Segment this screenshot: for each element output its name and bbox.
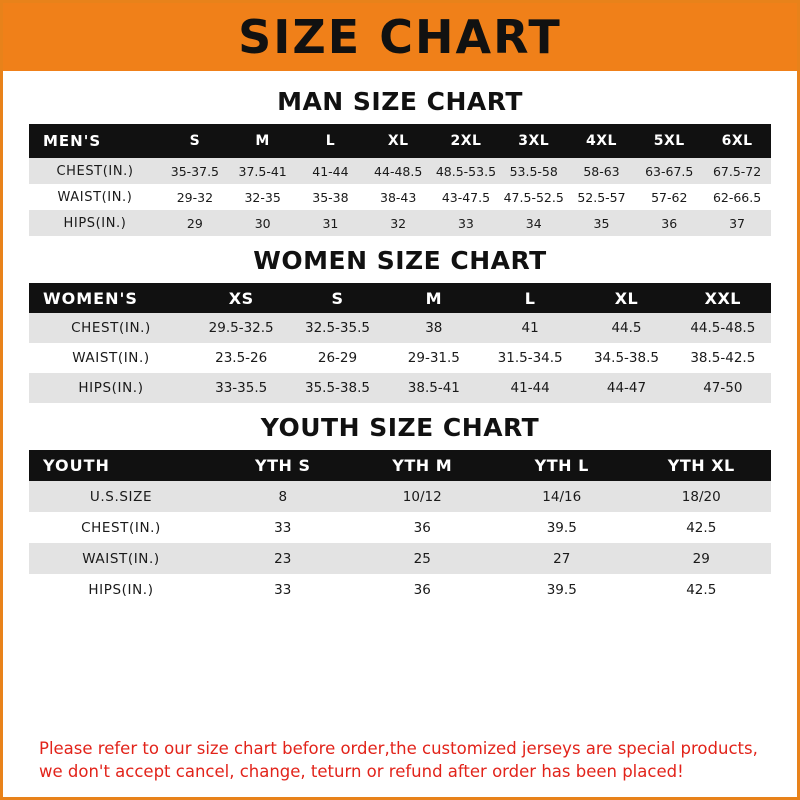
table-row — [29, 158, 771, 184]
cell: 42.5 — [632, 574, 772, 605]
page-title: SIZE CHART — [238, 10, 562, 64]
cell: 34.5-38.5 — [578, 343, 674, 373]
cell: 38.5-42.5 — [675, 343, 771, 373]
table-row — [29, 481, 771, 512]
cell: 47-50 — [675, 373, 771, 403]
cell: 26-29 — [289, 343, 385, 373]
cell: 52.5-57 — [568, 184, 636, 210]
table-row — [29, 543, 771, 574]
footer-line-2: we don't accept cancel, change, teturn or refund after order has been placed! — [39, 761, 684, 781]
man-row-label-hips: HIPS(IN.) — [29, 210, 161, 236]
cell: 35 — [568, 210, 636, 236]
women-row-label-waist: WAIST(IN.) — [29, 343, 193, 373]
cell: 58-63 — [568, 158, 636, 184]
table-row — [29, 574, 771, 605]
cell: 32 — [364, 210, 432, 236]
women-row-label-chest: CHEST(IN.) — [29, 313, 193, 343]
cell: 62-66.5 — [703, 184, 771, 210]
footer-disclaimer — [29, 728, 771, 797]
cell: 41 — [482, 313, 578, 343]
footer-line-1: Please refer to our size chart before order,the customized jerseys are special products, — [39, 739, 758, 759]
cell: 36 — [353, 574, 493, 605]
cell: 30 — [229, 210, 297, 236]
section-title-youth: YOUTH SIZE CHART — [260, 413, 540, 442]
cell: 35-37.5 — [161, 158, 229, 184]
man-col-5xl: 5XL — [635, 124, 703, 158]
section-women — [29, 236, 771, 403]
cell: 41-44 — [297, 158, 365, 184]
women-table-head — [29, 283, 771, 313]
cell: 32.5-35.5 — [289, 313, 385, 343]
youth-row-label-ussize: U.S.SIZE — [29, 481, 213, 512]
cell: 67.5-72 — [703, 158, 771, 184]
cell: 36 — [353, 512, 493, 543]
cell: 42.5 — [632, 512, 772, 543]
cell: 33 — [213, 574, 353, 605]
cell: 41-44 — [482, 373, 578, 403]
man-corner-label: MEN'S — [29, 124, 161, 158]
table-row — [29, 210, 771, 236]
cell: 23.5-26 — [193, 343, 289, 373]
chart-content — [3, 71, 797, 797]
man-table-body — [29, 158, 771, 236]
header-banner — [3, 3, 797, 71]
women-table-body — [29, 313, 771, 403]
table-header-row — [29, 450, 771, 481]
cell: 14/16 — [492, 481, 632, 512]
cell: 57-62 — [635, 184, 703, 210]
cell: 35.5-38.5 — [289, 373, 385, 403]
youth-row-label-chest: CHEST(IN.) — [29, 512, 213, 543]
cell: 48.5-53.5 — [432, 158, 500, 184]
youth-table-head — [29, 450, 771, 481]
cell: 39.5 — [492, 574, 632, 605]
man-col-2xl: 2XL — [432, 124, 500, 158]
man-size-table — [29, 124, 771, 236]
section-title-women: WOMEN SIZE CHART — [253, 246, 547, 275]
women-col-xxl: XXL — [675, 283, 771, 313]
cell: 36 — [635, 210, 703, 236]
youth-col-l: YTH L — [492, 450, 632, 481]
cell: 33 — [432, 210, 500, 236]
section-youth — [29, 403, 771, 605]
man-row-label-chest: CHEST(IN.) — [29, 158, 161, 184]
cell: 63-67.5 — [635, 158, 703, 184]
cell: 27 — [492, 543, 632, 574]
table-row — [29, 184, 771, 210]
man-table-head — [29, 124, 771, 158]
women-row-label-hips: HIPS(IN.) — [29, 373, 193, 403]
youth-table-body — [29, 481, 771, 605]
cell: 44-47 — [578, 373, 674, 403]
youth-corner-label: YOUTH — [29, 450, 213, 481]
table-row — [29, 343, 771, 373]
cell: 29.5-32.5 — [193, 313, 289, 343]
cell: 29 — [161, 210, 229, 236]
man-col-l: L — [297, 124, 365, 158]
cell: 33-35.5 — [193, 373, 289, 403]
cell: 23 — [213, 543, 353, 574]
cell: 29-32 — [161, 184, 229, 210]
women-col-xl: XL — [578, 283, 674, 313]
section-title-man: MAN SIZE CHART — [277, 87, 523, 116]
cell: 47.5-52.5 — [500, 184, 568, 210]
man-col-3xl: 3XL — [500, 124, 568, 158]
youth-col-s: YTH S — [213, 450, 353, 481]
women-size-table — [29, 283, 771, 403]
youth-row-label-hips: HIPS(IN.) — [29, 574, 213, 605]
cell: 33 — [213, 512, 353, 543]
women-col-l: L — [482, 283, 578, 313]
cell: 44.5 — [578, 313, 674, 343]
cell: 37 — [703, 210, 771, 236]
cell: 39.5 — [492, 512, 632, 543]
man-col-4xl: 4XL — [568, 124, 636, 158]
women-col-m: M — [386, 283, 482, 313]
man-col-m: M — [229, 124, 297, 158]
women-col-xs: XS — [193, 283, 289, 313]
man-row-label-waist: WAIST(IN.) — [29, 184, 161, 210]
cell: 37.5-41 — [229, 158, 297, 184]
cell: 31 — [297, 210, 365, 236]
cell: 38.5-41 — [386, 373, 482, 403]
women-col-s: S — [289, 283, 385, 313]
cell: 31.5-34.5 — [482, 343, 578, 373]
cell: 38-43 — [364, 184, 432, 210]
youth-col-m: YTH M — [353, 450, 493, 481]
cell: 53.5-58 — [500, 158, 568, 184]
cell: 43-47.5 — [432, 184, 500, 210]
table-row — [29, 512, 771, 543]
table-header-row — [29, 283, 771, 313]
cell: 29 — [632, 543, 772, 574]
cell: 18/20 — [632, 481, 772, 512]
cell: 44-48.5 — [364, 158, 432, 184]
cell: 32-35 — [229, 184, 297, 210]
youth-col-xl: YTH XL — [632, 450, 772, 481]
cell: 35-38 — [297, 184, 365, 210]
cell: 8 — [213, 481, 353, 512]
women-corner-label: WOMEN'S — [29, 283, 193, 313]
man-col-s: S — [161, 124, 229, 158]
man-col-xl: XL — [364, 124, 432, 158]
cell: 10/12 — [353, 481, 493, 512]
cell: 38 — [386, 313, 482, 343]
youth-size-table — [29, 450, 771, 605]
cell: 44.5-48.5 — [675, 313, 771, 343]
table-row — [29, 373, 771, 403]
youth-row-label-waist: WAIST(IN.) — [29, 543, 213, 574]
section-man — [29, 77, 771, 236]
man-col-6xl: 6XL — [703, 124, 771, 158]
cell: 29-31.5 — [386, 343, 482, 373]
cell: 25 — [353, 543, 493, 574]
table-row — [29, 313, 771, 343]
cell: 34 — [500, 210, 568, 236]
table-header-row — [29, 124, 771, 158]
